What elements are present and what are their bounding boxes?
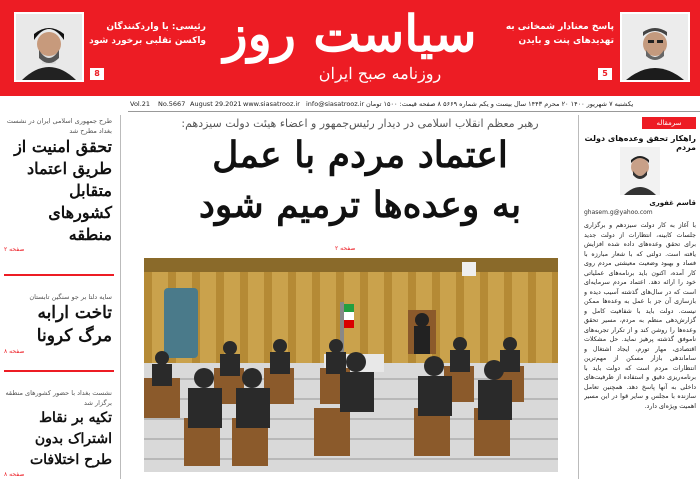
editorial-body: با آغاز به کار دولت سیزدهم و برگزاری جلسات کابینه، انتظارات از دولت جدید برای تحقق وعده‌های داده شده افزایش یافته است. دولتی که با شعار مبارزه با فساد و بهبود وضعیت معیشتی مردم روی کار آمده، اکنون باید برنامه‌های عملیاتی خود را ارائه دهد. اعتماد مردم سرمایه‌ای است که در سال‌های گذشته آسیب دیده و بازسازی آن جز با عمل به وعده‌ها ممکن نیست. دولت باید با شفافیت کامل و گزارش‌دهی منظم به مردم، مسیر تحقق وعده‌ها را روشن کند و از تکرار تجربه‌های ناموفق گذشته پرهیز نماید. حل مشکلات اقتصادی، مهار تورم، ایجاد اشتغال و ساماندهی بازار مسکن از مهم‌ترین انتظارات مردم است که دولت باید با برنامه‌ریزی دقیق و استفاده از ظرفیت‌های داخلی به آنها پاسخ دهد. همچنین تعامل سازنده با مجلس و سایر قوا در این مسیر اهمیت ویژه‌ای دارد.: [584, 222, 696, 410]
author-photo: [620, 147, 660, 195]
masthead-subtitle: روزنامه صبح ایران: [318, 64, 442, 83]
main-headline[interactable]: [150, 130, 570, 230]
teaser-right-photo: [620, 12, 690, 82]
left-story-1-kicker: طرح جمهوری اسلامی ایران در نشست بغداد مطرح شد: [6, 117, 112, 135]
teaser-left-photo: [14, 12, 84, 82]
issue-info-bar: [128, 99, 700, 110]
main-kicker: رهبر معظم انقلاب اسلامی در دیدار رئیس‌جمهور و اعضاء هیئت دولت سیزدهم:: [181, 117, 539, 130]
left-story-3-kicker: نشست بغداد با حضور کشورهای منطقه برگزار شد: [5, 389, 112, 407]
editorial-email[interactable]: ghasem.g@yahoo.com: [584, 209, 653, 216]
teaser-left-page: 8: [90, 68, 104, 80]
left-story-3[interactable]: [4, 388, 112, 478]
editorial-author: قاسم غفوری: [649, 199, 696, 207]
left-story-2-headline: تاخت ارابه مرگ کرونا: [36, 303, 112, 346]
masthead-banner: [0, 0, 700, 96]
teaser-right-page: 5: [598, 68, 612, 80]
left-story-1-headline: تحقق امنیت از طریق اعتماد متقابل کشورهای منطقه: [14, 137, 112, 244]
left-story-2-page: صفحه ۸: [4, 348, 25, 355]
left-story-2[interactable]: [4, 292, 112, 355]
info-divider: [128, 111, 700, 112]
teaser-right-text: پاسخ معنادار شمخانی به تهدیدهای پنت و بایدن: [505, 22, 614, 46]
left-divider-2: [4, 370, 114, 372]
main-headline-line-1: اعتماد مردم با عمل: [212, 134, 508, 176]
teaser-right[interactable]: [494, 12, 694, 84]
teaser-left-text: رئیسی: با واردکنندگان واکسن تقلبی برخورد شود: [89, 22, 206, 46]
column-rule-right: [578, 115, 579, 479]
editorial-column: [584, 117, 696, 479]
issue-number: No.5667: [158, 100, 186, 108]
email[interactable]: info@siasatrooz.ir: [306, 100, 365, 108]
main-headline-line-2: به وعده‌ها ترمیم شود: [198, 184, 522, 226]
website[interactable]: www.siasatrooz.ir: [243, 100, 300, 108]
left-story-3-page: صفحه ۸: [4, 471, 25, 478]
main-photo: [144, 258, 558, 472]
left-story-1-page: صفحه ۲: [4, 246, 25, 253]
date-english: August 29.2021: [190, 100, 242, 108]
left-story-3-headline: تکیه بر نقاط اشتراک بدون طرح اختلافات: [29, 410, 112, 468]
main-page-tag: صفحه ۲: [335, 245, 356, 252]
left-divider-1: [4, 274, 114, 276]
date-persian: یکشنبه ۷ شهریور ۱۴۰۰ ۲۰ محرم ۱۴۴۳ سال بیست و یکم شماره ۵۶۶۹ ۸ صفحه قیمت: ۱۵۰۰ تومان: [366, 100, 634, 108]
left-column: [0, 98, 118, 479]
column-rule-left: [120, 115, 121, 479]
volume: Vol.21: [130, 100, 151, 108]
editorial-title[interactable]: راهکار تحقق وعده‌های دولت مردم: [584, 134, 696, 152]
editorial-label: سرمقاله: [642, 117, 696, 129]
masthead-logo: [205, 4, 495, 92]
left-story-1[interactable]: [4, 116, 112, 253]
masthead-name: سیاست روز: [223, 4, 477, 63]
left-story-2-kicker: سایه دلتا بر جو سنگین تابستان: [29, 293, 112, 301]
teaser-left[interactable]: [8, 12, 208, 84]
